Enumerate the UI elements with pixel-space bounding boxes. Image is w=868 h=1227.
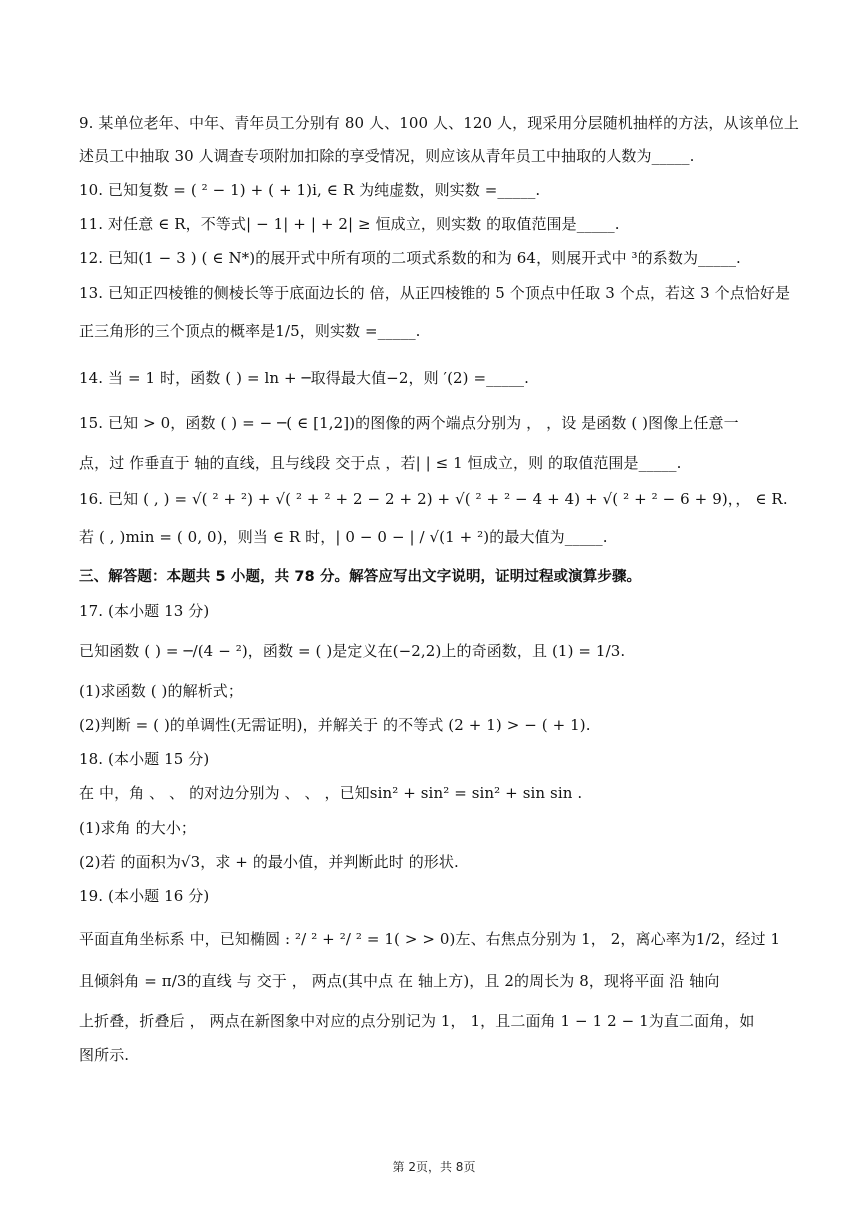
q10-line: 10. 已知复数 = ( ² − 1) + ( + 1)i, ∈ R 为纯虚数，则实数 =_____. <box>79 181 541 199</box>
page-footer: 第 2页，共 8页 <box>392 1160 476 1174</box>
q19-line-4: 图所示. <box>79 1046 130 1064</box>
q16-line-2: 若 ( , )min = ( 0, 0)，则当 ∈ R 时，| 0 − 0 − | / √(1 + ²)的最大值为_____. <box>79 528 608 546</box>
q18-part-1: (1)求角 的大小； <box>79 819 197 837</box>
q17-header: 17. (本小题 13 分) <box>79 602 210 620</box>
q9-line-1: 9. 某单位老年、中年、青年员工分别有 80 人、100 人、120 人，现采用分层随机抽样的方法，从该单位上 <box>79 114 799 132</box>
q15-line-1: 15. 已知 > 0，函数 ( ) = − ─( ∈ [1,2])的图像的两个端点分别为 ， ，设 是函数 ( )图像上任意一 <box>79 414 739 432</box>
q14-line: 14. 当 = 1 时，函数 ( ) = ln + ─取得最大值−2，则 ′(2) =_____. <box>79 369 530 387</box>
q15-line-2: 点，过 作垂直于 轴的直线，且与线段 交于点 ，若| | ≤ 1 恒成立，则 的取值范围是_____. <box>79 454 682 472</box>
section-heading: 三、解答题：本题共 5 小题，共 78 分。解答应写出文字说明，证明过程或演算步骤。 <box>79 569 642 585</box>
q19-line-1: 平面直角坐标系 中，已知椭圆 : ²/ ² + ²/ ² = 1( > > 0)左、右焦点分别为 1， 2，离心率为1/2，经过 1 <box>79 930 781 948</box>
q9-line-2: 述员工中抽取 30 人调查专项附加扣除的享受情况，则应该从青年员工中抽取的人数为_____. <box>79 147 695 165</box>
q13-line-1: 13. 已知正四棱锥的侧棱长等于底面边长的 倍，从正四棱锥的 5 个顶点中任取 3 个点，若这 3 个点恰好是 <box>79 284 791 302</box>
q12-line: 12. 已知(1 − 3 ) ( ∈ N*)的展开式中所有项的二项式系数的和为 64，则展开式中 ³的系数为_____. <box>79 249 741 267</box>
q18-part-2: (2)若 的面积为√3，求 + 的最小值，并判断此时 的形状. <box>79 853 459 871</box>
q13-line-2: 正三角形的三个顶点的概率是1/5，则实数 =_____. <box>79 322 421 340</box>
q19-header: 19. (本小题 16 分) <box>79 887 210 905</box>
q11-line: 11. 对任意 ∈ R，不等式| − 1| + | + 2| ≥ 恒成立，则实数 的取值范围是_____. <box>79 215 620 233</box>
q17-part-2: (2)判断 = ( )的单调性(无需证明)，并解关于 的不等式 (2 + 1) > − ( + 1). <box>79 716 591 734</box>
q18-stem: 在 中，角 、 、 的对边分别为 、 、 ，已知sin² + sin² = sin² + sin sin . <box>79 784 583 802</box>
q18-header: 18. (本小题 15 分) <box>79 750 210 768</box>
q19-line-3: 上折叠，折叠后 ， 两点在新图象中对应的点分别记为 1， 1，且二面角 1 − 1 2 − 1为直二面角，如 <box>79 1012 755 1030</box>
q19-line-2: 且倾斜角 = π/3的直线 与 交于 ， 两点(其中点 在 轴上方)，且 2的周长为 8，现将平面 沿 轴向 <box>79 972 720 990</box>
q17-stem: 已知函数 ( ) = ─/(4 − ²)，函数 = ( )是定义在(−2,2)上的奇函数，且 (1) = 1/3. <box>79 642 626 660</box>
q16-line-1: 16. 已知 ( , ) = √( ² + ²) + √( ² + ² + 2 − 2 + 2) + √( ² + ² − 4 + 4) + √( ² + ² − 6 + 9)，， ∈ R. <box>79 490 788 508</box>
q17-part-1: (1)求函数 ( )的解析式； <box>79 682 243 700</box>
